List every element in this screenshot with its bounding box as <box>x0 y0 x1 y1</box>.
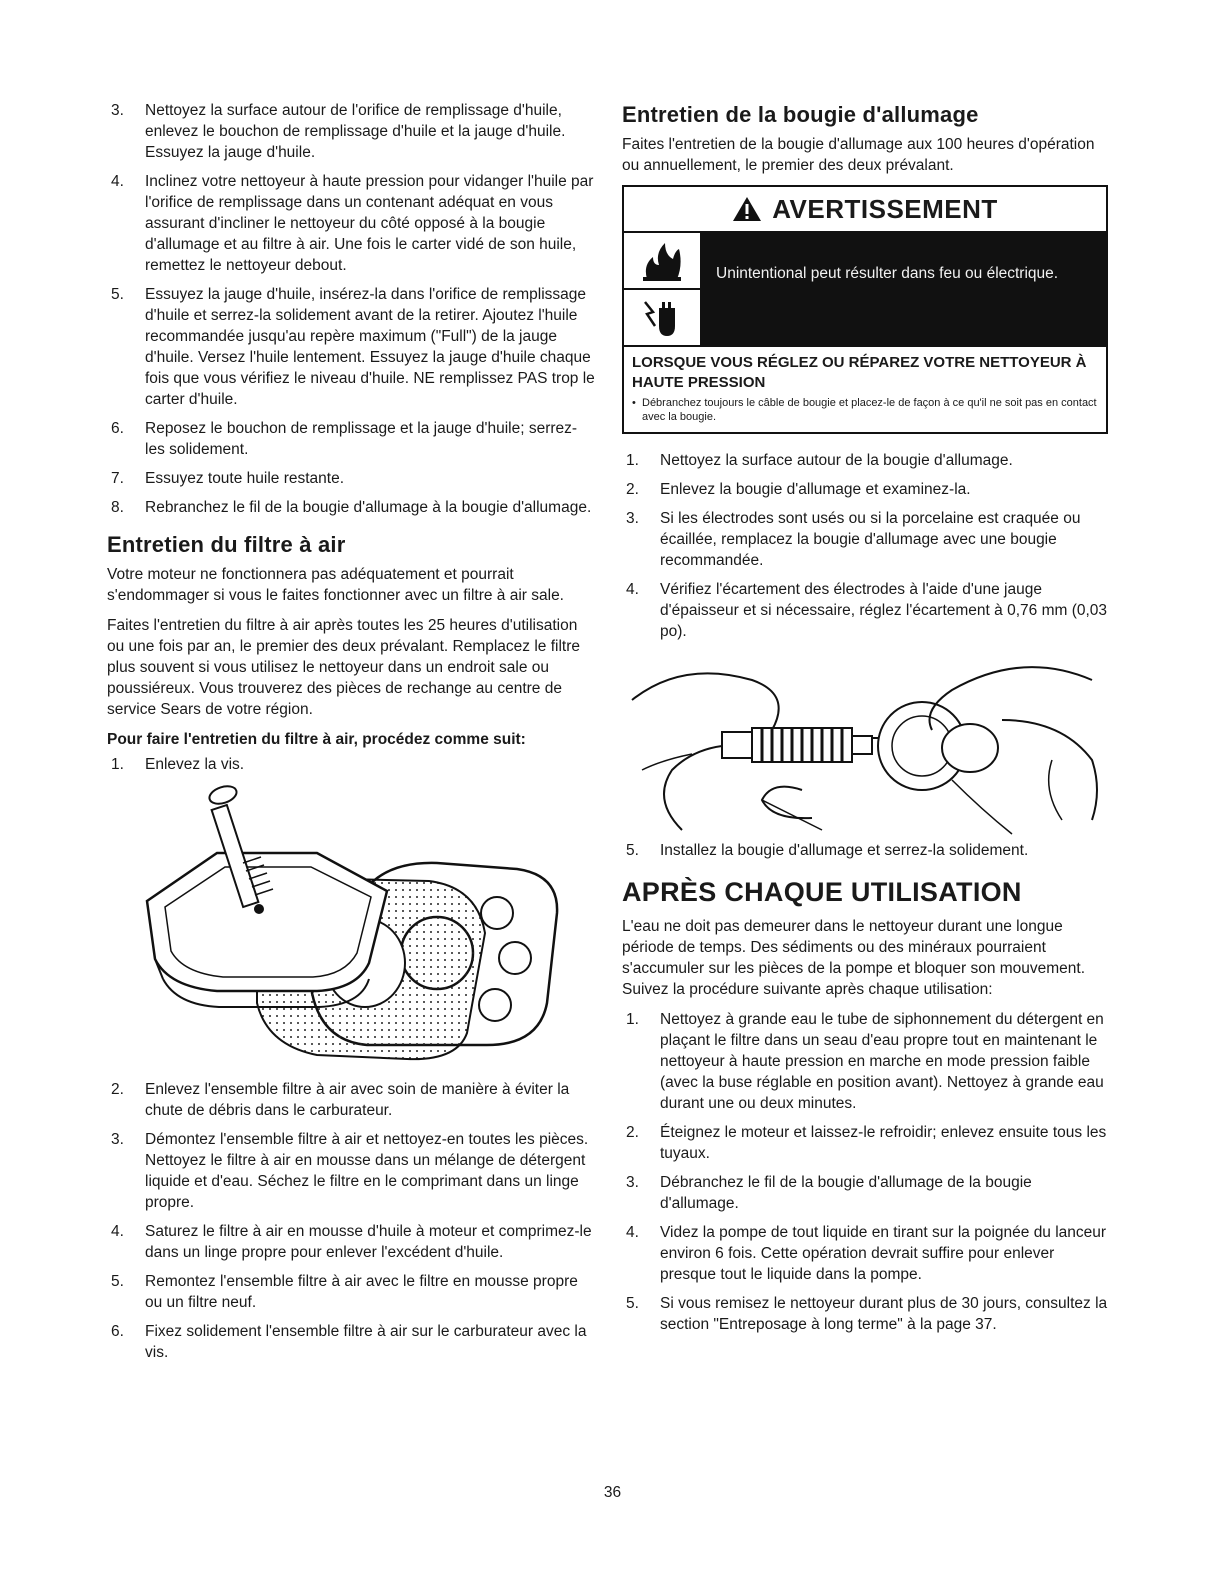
list-item: 4. Videz la pompe de tout liquide en tirant sur la poignée du lanceur environ 6 fois. Cette opération devrait suffire pour enlever presque tout le liquide dans la pompe. <box>626 1224 1107 1283</box>
warning-bullet: • Débranchez toujours le câble de bougie et placez-le de façon à ce qu'il ne soit pas en contact avec la bougie. <box>632 396 1098 424</box>
list-item: 7. Essuyez toute huile restante. <box>111 470 345 487</box>
right-column <box>622 100 1114 1343</box>
spark-plug-drawing <box>622 650 1106 840</box>
warning-box <box>622 185 1108 434</box>
oil-change-steps <box>107 100 595 518</box>
after-use-heading: APRÈS CHAQUE UTILISATION <box>622 877 1022 907</box>
spark-plug-step-5 <box>622 840 1114 861</box>
page-number: 36 <box>603 1484 622 1501</box>
left-column <box>107 100 595 1371</box>
spark-plug-gap-illustration <box>622 650 1114 840</box>
list-item: 4. Saturez le filtre à air en mousse d'huile à moteur et comprimez-le dans un linge propre pour enlever l'excédent d'huile. <box>111 1223 592 1261</box>
air-filter-paragraph: Faites l'entretien du filtre à air après toutes les 25 heures d'utilisation ou une fois par an, le premier des deux prévalant. Remplacez le filtre plus souvent si vous utilisez le nettoyeur dans un endroit sale ou poussiéreux. Vous trouverez des pièces de rechange au centre de service Sears de votre région. <box>107 617 580 718</box>
fire-hazard-icon <box>624 233 700 290</box>
list-item: 6. Fixez solidement l'ensemble filtre à air sur le carburateur avec la vis. <box>111 1323 587 1361</box>
warning-triangle-icon <box>732 196 762 222</box>
air-filter-illustration <box>107 783 595 1073</box>
air-filter-subheading: Pour faire l'entretien du filtre à air, procédez comme suit: <box>107 731 526 748</box>
air-filter-heading: Entretien du filtre à air <box>107 532 346 557</box>
list-item: 5. Si vous remisez le nettoyeur durant plus de 30 jours, consultez la section "Entreposage à long terme" à la page 37. <box>626 1295 1108 1333</box>
list-item: 3. Démontez l'ensemble filtre à air et nettoyez-en toutes les pièces. Nettoyez le filtre à air en mousse dans un mélange de détergent liquide et d'eau. Séchez le filtre en le comprimant dans un linge propre. <box>111 1131 589 1211</box>
list-item: 3. Si les électrodes sont usés ou si la porcelaine est craquée ou écaillée, remplacez la bougie d'allumage avec une bougie recommandée. <box>626 510 1081 569</box>
list-item: 2. Éteignez le moteur et laissez-le refroidir; enlevez ensuite tous les tuyaux. <box>626 1124 1107 1162</box>
warning-message: Unintentional peut résulter dans feu ou électrique. <box>716 265 1059 282</box>
list-item: 1. Nettoyez à grande eau le tube de siphonnement du détergent en plaçant le filtre dans un seau d'eau propre tout en maintenant le nettoyeur à haute pression en marche en mode pression faible (avec la buse réglable en position avant). Nettoyez à grande eau durant une ou deux minutes. <box>626 1011 1104 1112</box>
warning-bold-line: LORSQUE VOUS RÉGLEZ OU RÉPAREZ VOTRE NETTOYEUR À HAUTE PRESSION <box>632 354 1087 391</box>
spark-plug-heading: Entretien de la bougie d'allumage <box>622 102 979 127</box>
list-item: 4. Vérifiez l'écartement des électrodes à l'aide d'une jauge d'épaisseur et si nécessaire, réglez l'écartement à 0,76 mm (0,03 po). <box>626 581 1108 640</box>
shock-hazard-icon <box>624 290 700 345</box>
air-filter-paragraph: Votre moteur ne fonctionnera pas adéquatement et pourrait s'endommager si vous le faites fonctionner avec un filtre à air sale. <box>107 566 564 604</box>
list-item: 4. Inclinez votre nettoyeur à haute pression pour vidanger l'huile par l'orifice de remplissage dans un contenant adéquat en vous assurant d'incliner le nettoyeur du côté opposé à la bougie d'allumage et au filtre à air. Une fois le carter vidé de son huile, remettez le nettoyeur debout. <box>111 173 594 274</box>
list-item: 3. Débranchez le fil de la bougie d'allumage de la bougie d'allumage. <box>626 1174 1032 1212</box>
after-use-intro: L'eau ne doit pas demeurer dans le nettoyeur durant une longue période de temps. Des sédiments ou des minéraux pourraient s'accumuler sur les pièces de la pompe et bloquer son mouvement. Suivez la procédure suivante après chaque utilisation: <box>622 918 1086 998</box>
air-filter-step-1 <box>107 754 595 775</box>
warning-instructions <box>624 345 1106 432</box>
air-filter-drawing <box>107 783 577 1073</box>
list-item: 5. Installez la bougie d'allumage et serrez-la solidement. <box>626 842 1029 859</box>
list-item: 2. Enlevez l'ensemble filtre à air avec soin de manière à éviter la chute de débris dans le carburateur. <box>111 1081 570 1119</box>
warning-title: AVERTISSEMENT <box>624 187 1106 233</box>
list-item: 5. Remontez l'ensemble filtre à air avec le filtre en mousse propre ou un filtre neuf. <box>111 1273 578 1311</box>
spark-plug-steps <box>622 450 1114 642</box>
list-item: 1. Enlevez la vis. <box>111 756 245 773</box>
list-item: 1. Nettoyez la surface autour de la bougie d'allumage. <box>626 452 1013 469</box>
warning-hazard-panel <box>624 233 1106 345</box>
spark-plug-intro: Faites l'entretien de la bougie d'allumage aux 100 heures d'opération ou annuellement, le premier des deux prévalant. <box>622 136 1095 174</box>
list-item: 5. Essuyez la jauge d'huile, insérez-la dans l'orifice de remplissage d'huile et serrez-la solidement avant de la retirer. Ajoutez l'huile recommandée jusqu'au repère maximum ("Full") de la jauge d'huile. Versez l'huile lentement. Essuyez la jauge d'huile chaque fois que vous vérifiez le niveau d'huile. NE remplissez PAS trop le carter d'huile. <box>111 286 595 408</box>
air-filter-steps <box>107 1079 595 1363</box>
after-use-steps <box>622 1009 1114 1335</box>
list-item: 6. Reposez le bouchon de remplissage et la jauge d'huile; serrez-les solidement. <box>111 420 578 458</box>
list-item: 8. Rebranchez le fil de la bougie d'allumage à la bougie d'allumage. <box>111 499 592 516</box>
list-item: 3. Nettoyez la surface autour de l'orifice de remplissage d'huile, enlevez le bouchon de remplissage d'huile et la jauge d'huile. Essuyez la jauge d'huile. <box>111 102 566 161</box>
list-item: 2. Enlevez la bougie d'allumage et examinez-la. <box>626 481 971 498</box>
